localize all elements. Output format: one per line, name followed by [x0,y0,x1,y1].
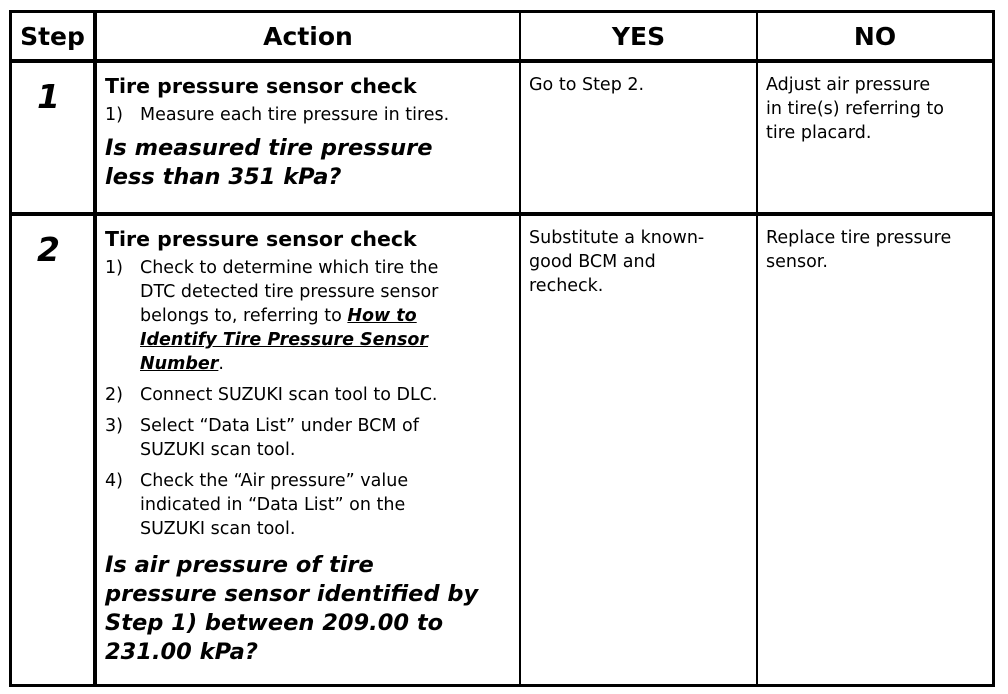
yes-cell [529,73,751,97]
no-text: in tire(s) referring to [766,99,944,119]
row-divider [12,59,992,63]
diagnostic-table [9,10,995,687]
question-line: Is measured tire pressure [105,135,433,161]
yes-cell [529,226,751,298]
question-line: less than 351 kPa? [105,164,342,190]
row-divider [12,212,992,216]
column-divider [519,13,521,684]
item-number: 2) [105,385,123,405]
question-line: pressure sensor identified by [105,581,479,607]
header-step: Step [20,22,85,51]
list-item [105,103,515,127]
list-item [105,469,515,541]
yes-text: good BCM and [529,252,656,272]
header-no: NO [853,22,897,51]
column-divider [756,13,758,684]
item-text: Check the “Air pressure” value indicated in “Data List” on the SUZUKI scan tool. [140,471,409,539]
no-text: tire placard. [766,123,872,143]
check-title: Tire pressure sensor check [105,227,417,251]
list-item [105,414,515,462]
column-divider [93,13,97,684]
question-line: Is air pressure of tire [105,552,374,578]
step-number: 1 [37,77,60,116]
how-to-identify-link[interactable]: Identify Tire Pressure Sensor [140,330,429,350]
item-text: Connect SUZUKI scan tool to DLC. [140,385,438,405]
no-text: Adjust air pressure [766,75,931,95]
item-text: Check to determine which tire the DTC detected tire pressure sensor belongs to, referring to How to Identify Tire Pressure Sensor Number. [140,258,439,374]
no-cell [766,226,988,274]
yes-text: Go to Step 2. [529,75,645,95]
step-number: 2 [37,230,60,269]
yes-text: Substitute a known- [529,228,705,248]
action-cell [105,226,515,667]
header-action: Action [263,22,353,51]
question [105,134,515,192]
question [105,551,515,667]
no-text: Replace tire pressure [766,228,952,248]
question-line: 231.00 kPa? [105,639,258,665]
item-number: 1) [105,105,123,125]
list-item [105,383,515,407]
no-cell [766,73,988,145]
list-item [105,256,515,376]
how-to-identify-link[interactable]: How to [347,306,417,326]
item-number: 1) [105,258,123,278]
header-yes: YES [611,22,666,51]
no-text: sensor. [766,252,828,272]
item-text: Measure each tire pressure in tires. [140,105,450,125]
how-to-identify-link[interactable]: Number [140,354,219,374]
check-title: Tire pressure sensor check [105,74,417,98]
question-line: Step 1) between 209.00 to [105,610,444,636]
item-number: 3) [105,416,123,436]
action-cell [105,73,515,192]
item-text: Select “Data List” under BCM of SUZUKI scan tool. [140,416,419,460]
item-number: 4) [105,471,123,491]
yes-text: recheck. [529,276,604,296]
